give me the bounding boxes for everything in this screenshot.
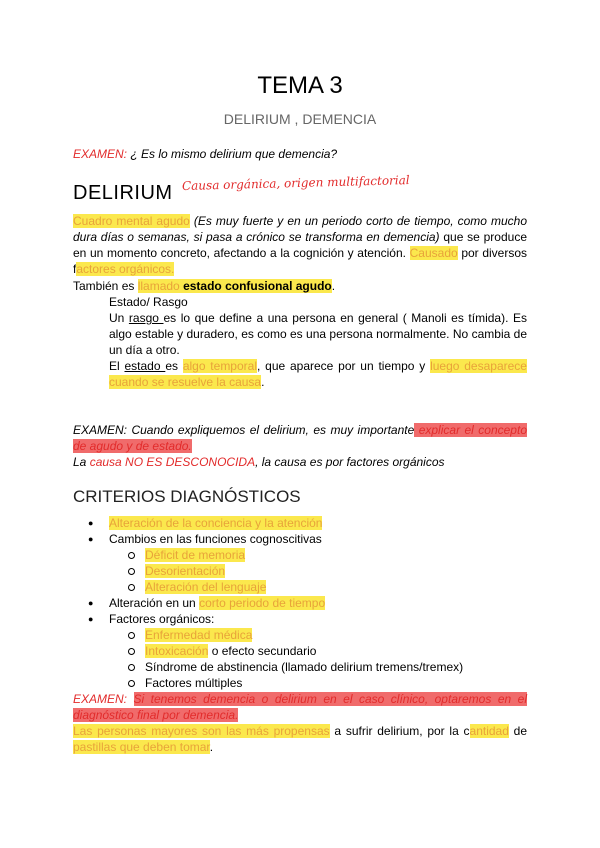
criterio-subitem: Síndrome de abstinencia (llamado delirium tremens/tremex) xyxy=(145,660,464,674)
criterio-item: Factores orgánicos: xyxy=(109,612,215,626)
section-heading-delirium: DELIRIUM xyxy=(73,182,173,204)
estado-definition: El estado es algo temporal, que aparece por un tiempo y luego desaparece cuando se resuelve la causa. xyxy=(109,359,527,389)
delirium-also-called: También es llamado estado confusional agudo. xyxy=(73,279,336,293)
circle-bullet-icon xyxy=(128,664,135,671)
criterio-item: Alteración de la conciencia y la atención xyxy=(109,516,323,530)
criterio-subitem: Enfermedad médica xyxy=(145,628,253,642)
exam-note-2: EXAMEN: Cuando expliquemos el delirium, es muy importante explicar el concepto de agudo y de estado. xyxy=(73,423,527,453)
criterio-subitem: Intoxicación o efecto secundario xyxy=(145,644,317,658)
circle-bullet-icon xyxy=(128,584,135,591)
estado-rasgo-label: Estado/ Rasgo xyxy=(109,295,188,309)
page-title: TEMA 3 xyxy=(257,72,343,99)
criterio-item: Alteración en un corto periodo de tiempo xyxy=(109,596,326,610)
bullet-icon: ● xyxy=(88,534,94,544)
exam-question-1: EXAMEN: ¿ Es lo mismo delirium que demencia? xyxy=(73,147,338,161)
bullet-icon: ● xyxy=(88,614,94,624)
circle-bullet-icon xyxy=(128,648,135,655)
criterio-subitem: Alteración del lenguaje xyxy=(145,580,267,594)
circle-bullet-icon xyxy=(128,552,135,559)
criterio-item: Cambios en las funciones cognoscitivas xyxy=(109,532,322,546)
delirium-definition: Cuadro mental agudo (Es muy fuerte y en un periodo corto de tiempo, como mucho dura días o semanas, si pasa a crónico se transforma en demencia) que se produce en un momento concreto, afectando a la cognición y atención. Causado por diversos factores orgánicos. xyxy=(73,214,527,276)
criterio-subitem: Desorientación xyxy=(145,564,226,578)
section-heading-criterios: CRITERIOS DIAGNÓSTICOS xyxy=(73,487,301,506)
rasgo-definition: Un rasgo es lo que define a una persona en general ( Manoli es tímida). Es algo estable y duradero, es como es una persona normalmente. No cambia de un día a otro. xyxy=(109,311,527,357)
bullet-icon: ● xyxy=(88,518,94,528)
circle-bullet-icon xyxy=(128,632,135,639)
cause-note: La causa NO ES DESCONOCIDA, la causa es por factores orgánicos xyxy=(73,455,445,469)
criterio-subitem: Déficit de memoria xyxy=(145,548,246,562)
circle-bullet-icon xyxy=(128,680,135,687)
handwritten-annotation: Causa orgánica, origen multifactorial xyxy=(181,173,410,193)
final-paragraph: Las personas mayores son las más propensas a sufrir delirium, por la cantidad de pastillas que deben tomar. xyxy=(73,724,528,754)
page-subtitle: DELIRIUM , DEMENCIA xyxy=(223,111,377,127)
exam-note-3: EXAMEN: Si tenemos demencia o delirium en el caso clínico, optaremos en el diagnóstico final por demencia. xyxy=(73,692,527,722)
bullet-icon: ● xyxy=(88,598,94,608)
criterio-subitem: Factores múltiples xyxy=(145,676,243,690)
circle-bullet-icon xyxy=(128,568,135,575)
